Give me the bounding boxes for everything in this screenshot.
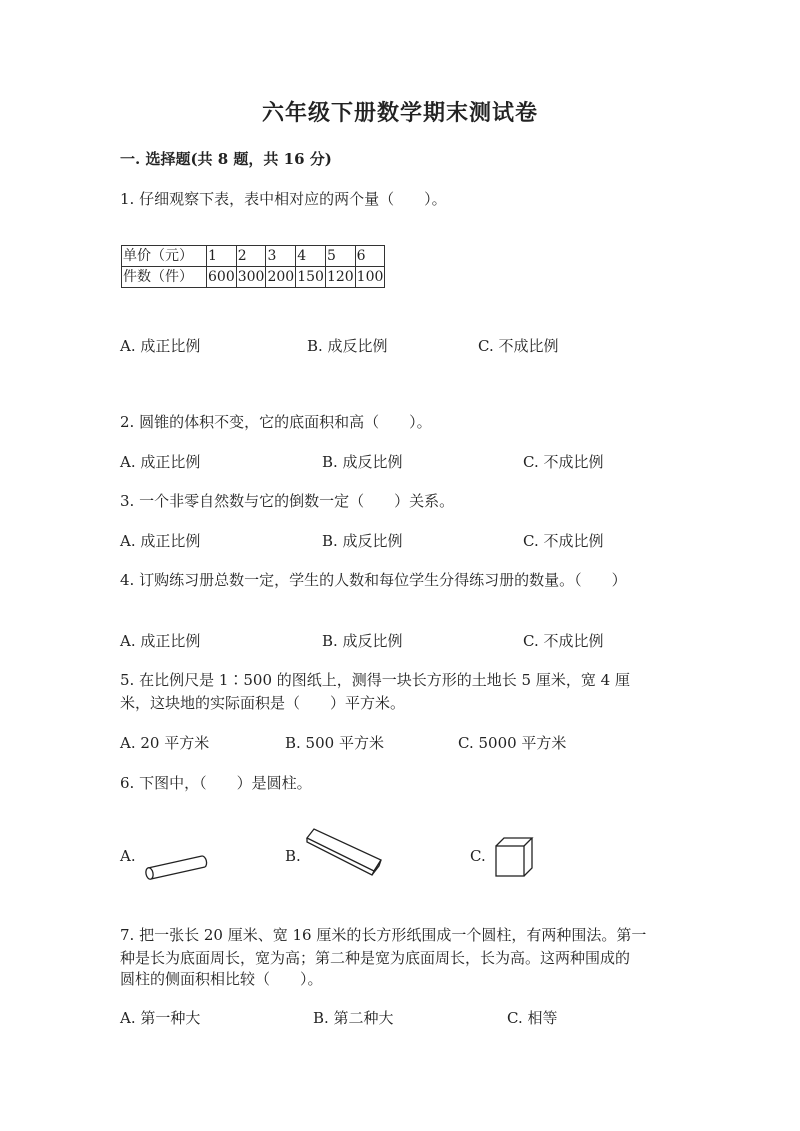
table-header-cell: 单价（元） xyxy=(122,246,207,267)
table-cell: 600 xyxy=(207,267,237,288)
table-cell: 2 xyxy=(236,246,266,267)
table-cell: 120 xyxy=(325,267,355,288)
table-row xyxy=(122,246,385,267)
q4-option-b[interactable]: B. 成反比例 xyxy=(322,632,403,650)
table-header-cell: 件数（件） xyxy=(122,267,207,288)
question-4-stem: 4. 订购练习册总数一定，学生的人数和每位学生分得练习册的数量。（ ） xyxy=(120,571,627,589)
question-7-stem-line-1: 7. 把一张长 20 厘米、宽 16 厘米的长方形纸围成一个圆柱，有两种围法。第一 xyxy=(120,926,647,944)
q6-option-c[interactable]: C. xyxy=(470,847,486,865)
q7-option-b[interactable]: B. 第二种大 xyxy=(313,1009,394,1027)
q1-option-a[interactable]: A. 成正比例 xyxy=(120,337,201,355)
table-cell: 6 xyxy=(355,246,385,267)
q5-option-c[interactable]: C. 5000 平方米 xyxy=(458,734,567,752)
triangular-prism-figure[interactable] xyxy=(304,826,384,878)
question-2-stem: 2. 圆锥的体积不变，它的底面积和高（ ）。 xyxy=(120,413,432,431)
q7-option-c[interactable]: C. 相等 xyxy=(507,1009,558,1027)
q2-option-b[interactable]: B. 成反比例 xyxy=(322,453,403,471)
table-cell: 200 xyxy=(266,267,296,288)
cube-figure[interactable] xyxy=(494,836,534,878)
question-3-stem: 3. 一个非零自然数与它的倒数一定（ ）关系。 xyxy=(120,492,455,510)
question-5-stem-line-2: 米，这块地的实际面积是（ ）平方米。 xyxy=(120,694,406,712)
q1-option-c[interactable]: C. 不成比例 xyxy=(478,337,559,355)
table-cell: 4 xyxy=(296,246,326,267)
section-heading: 一. 选择题(共 8 题，共 16 分) xyxy=(120,150,332,168)
q6-option-b[interactable]: B. xyxy=(285,847,301,865)
question-6-stem: 6. 下图中，（ ）是圆柱。 xyxy=(120,774,312,792)
q7-option-a[interactable]: A. 第一种大 xyxy=(120,1009,201,1027)
table-row xyxy=(122,267,385,288)
cylinder-figure[interactable] xyxy=(142,852,212,882)
q5-option-a[interactable]: A. 20 平方米 xyxy=(120,734,210,752)
table-cell: 100 xyxy=(355,267,385,288)
question-1-stem: 1. 仔细观察下表，表中相对应的两个量（ ）。 xyxy=(120,190,447,208)
q1-data-table xyxy=(121,245,385,288)
q2-option-c[interactable]: C. 不成比例 xyxy=(523,453,604,471)
q4-option-a[interactable]: A. 成正比例 xyxy=(120,632,201,650)
q3-option-b[interactable]: B. 成反比例 xyxy=(322,532,403,550)
question-5-stem-line-1: 5. 在比例尺是 1∶500 的图纸上，测得一块长方形的土地长 5 厘米，宽 4 厘 xyxy=(120,671,630,689)
table-cell: 5 xyxy=(325,246,355,267)
question-7-stem-line-3: 圆柱的侧面积相比较（ ）。 xyxy=(120,970,323,988)
table-cell: 150 xyxy=(296,267,326,288)
question-7-stem-line-2: 种是长为底面周长，宽为高；第二种是宽为底面周长，长为高。这两种围成的 xyxy=(120,949,631,967)
table-cell: 300 xyxy=(236,267,266,288)
q5-option-b[interactable]: B. 500 平方米 xyxy=(285,734,384,752)
q2-option-a[interactable]: A. 成正比例 xyxy=(120,453,201,471)
page-title: 六年级下册数学期末测试卷 xyxy=(261,100,538,126)
q4-option-c[interactable]: C. 不成比例 xyxy=(523,632,604,650)
q6-option-a[interactable]: A. xyxy=(120,847,136,865)
q3-option-c[interactable]: C. 不成比例 xyxy=(523,532,604,550)
table-cell: 3 xyxy=(266,246,296,267)
table-cell: 1 xyxy=(207,246,237,267)
q3-option-a[interactable]: A. 成正比例 xyxy=(120,532,201,550)
q1-option-b[interactable]: B. 成反比例 xyxy=(307,337,388,355)
